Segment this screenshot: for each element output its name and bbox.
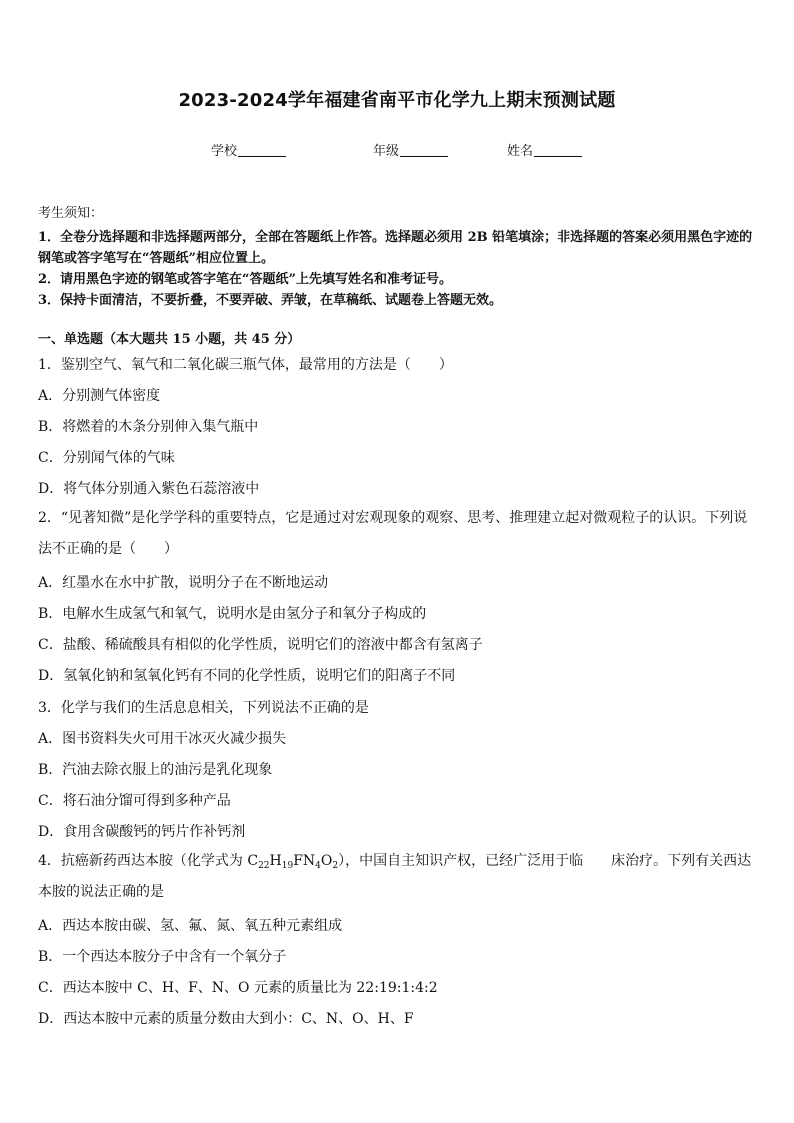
grade-blank[interactable] <box>400 144 448 157</box>
note-item: 2．请用黑色字迹的钢笔或答字笔在“答题纸”上先填写姓名和准考证号。 <box>38 272 453 287</box>
q2-option-d: D．氢氧化钠和氢氧化钙有不同的化学性质，说明它们的阳离子不同 <box>38 668 456 684</box>
formula-part: H <box>269 853 282 869</box>
formula-part: O <box>320 853 333 869</box>
school-blank[interactable] <box>238 144 286 157</box>
q4-stem-post: ），中国自主知识产权，已经广泛用于临 床治疗。下列有关西达本胺的说法正确的是 <box>38 853 752 900</box>
q2-option-a: A．红墨水在水中扩散，说明分子在不断地运动 <box>38 575 329 591</box>
name-blank[interactable] <box>534 144 582 157</box>
q4-stem-pre: 4．抗癌新药西达本胺（化学式为 C <box>38 853 259 869</box>
formula-part: FN <box>293 853 316 869</box>
q4-option-d: D．西达本胺中元素的质量分数由大到小：C、N、O、H、F <box>38 1011 414 1027</box>
q1-option-a: A．分别测气体密度 <box>38 388 161 404</box>
school-field <box>211 140 286 159</box>
q1-option-c: C．分别闻气体的气味 <box>38 450 175 466</box>
q1-option-d: D．将气体分别通入紫色石蕊溶液中 <box>38 481 260 497</box>
q3-option-d: D．食用含碳酸钙的钙片作补钙剂 <box>38 824 246 840</box>
formula-sub: 4 <box>315 861 321 871</box>
exam-notes <box>38 202 758 311</box>
q2-option-c: C．盐酸、稀硫酸具有相似的化学性质，说明它们的溶液中都含有氢离子 <box>38 637 483 653</box>
grade-field <box>373 140 448 159</box>
q3-option-a: A．图书资料失火可用干冰灭火减少损失 <box>38 731 287 747</box>
grade-label: 年级 <box>373 144 400 159</box>
formula-sub: 2 <box>332 861 339 871</box>
name-label: 姓名 <box>507 144 534 159</box>
name-field <box>507 140 582 159</box>
school-label: 学校 <box>211 144 238 159</box>
q2-stem: 2．“见著知微”是化学学科的重要特点，它是通过对宏观现象的观察、思考、推理建立起对微观粒子的认识。下列说法不正确的是（ ） <box>38 510 748 557</box>
q3-option-c: C．将石油分馏可得到多种产品 <box>38 793 231 809</box>
q4-option-c: C．西达本胺中 C、H、F、N、O 元素的质量比为 22:19:1:4:2 <box>38 980 438 996</box>
q3-option-b: B．汽油去除衣服上的油污是乳化现象 <box>38 762 273 778</box>
formula-sub: 22 <box>258 861 270 871</box>
q3-stem: 3．化学与我们的生活息息相关，下列说法不正确的是 <box>38 700 369 716</box>
notes-heading: 考生须知： <box>38 206 104 221</box>
note-item: 1．全卷分选择题和非选择题两部分，全部在答题纸上作答。选择题必须用 2B 铅笔填涂；非选择题的答案必须用黑色字迹的钢笔或答字笔写在“答题纸”相应位置上。 <box>38 230 753 266</box>
section-title: 一、单选题（本大题共 15 小题，共 45 分） <box>38 332 301 347</box>
q4-stem <box>38 846 758 908</box>
q2-option-b: B．电解水生成氢气和氧气，说明水是由氢分子和氧分子构成的 <box>38 606 427 622</box>
note-item: 3．保持卡面清洁，不要折叠，不要弄破、弄皱，在草稿纸、试题卷上答题无效。 <box>38 293 503 308</box>
q1-option-b: B．将燃着的木条分别伸入集气瓶中 <box>38 419 259 435</box>
page-title: 2023-2024学年福建省南平市化学九上期末预测试题 <box>178 90 616 111</box>
formula-sub: 19 <box>281 861 294 871</box>
q4-option-a: A．西达本胺由碳、氢、氟、氮、氧五种元素组成 <box>38 918 343 934</box>
q1-stem: 1．鉴别空气、氧气和二氧化碳三瓶气体，最常用的方法是（ ） <box>38 357 453 373</box>
q4-option-b: B．一个西达本胺分子中含有一个氧分子 <box>38 949 287 965</box>
